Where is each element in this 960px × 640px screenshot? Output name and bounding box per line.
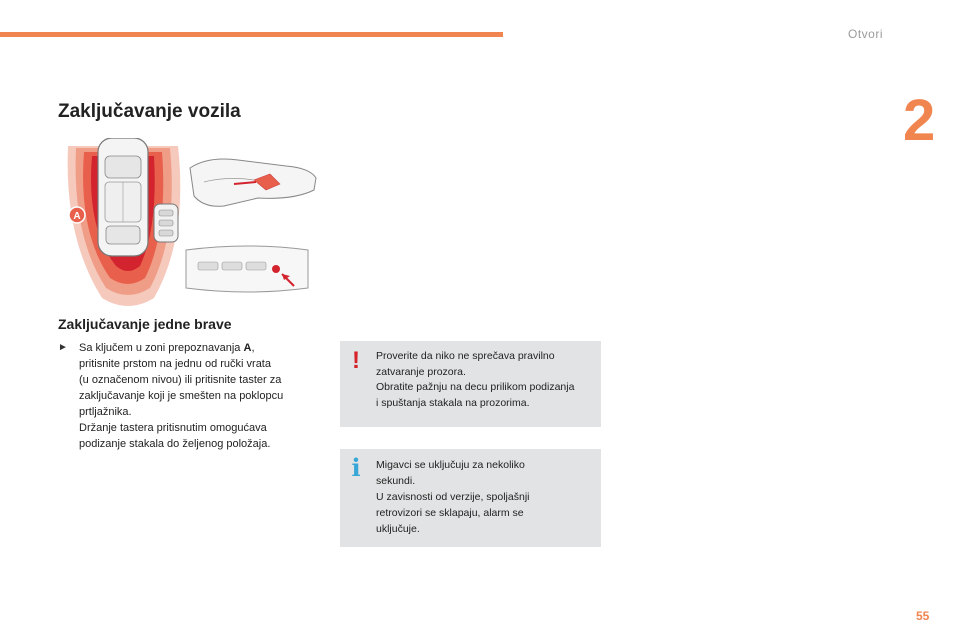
trunk-lid-button [186, 246, 308, 292]
info-note [340, 449, 601, 547]
hand-door-handle [190, 159, 316, 206]
step-zone-ref: A [243, 342, 252, 354]
step-line-3: (u označenom nivou) ili pritisnite taster za [79, 374, 282, 386]
callout-label: A [73, 211, 81, 222]
header-accent-bar [0, 32, 503, 37]
info-line-2: sekundi. [376, 475, 416, 487]
info-line-5: uključuje. [376, 523, 420, 535]
warning-exclamation-icon: ! [352, 347, 360, 374]
section-name: Otvori [848, 27, 884, 41]
step-line-4: zaključavanje koji je smešten na poklopcu [79, 390, 284, 402]
step-line-7: podizanje stakala do željenog položaja. [79, 438, 271, 450]
warning-line-1: Proverite da niko ne sprečava pravilno [376, 350, 555, 362]
step-line-6: Držanje tastera pritisnutim omogućava [79, 422, 267, 434]
step-line-5: prtljažnika. [79, 406, 132, 418]
car-top-view [98, 138, 148, 256]
step-punct: , [251, 342, 255, 354]
step-arrow-icon: ► [58, 342, 68, 353]
warning-line-4: i spuštanja stakala na prozorima. [376, 396, 530, 409]
step-text: Sa ključem u zoni prepoznavanja [79, 342, 241, 354]
warning-note [340, 341, 601, 427]
key-fob [154, 204, 178, 242]
info-line-1: Migavci se uključuju za nekoliko [376, 459, 525, 471]
chapter-number: 2 [903, 88, 936, 153]
instruction-step [58, 340, 318, 452]
zone-callout-a [69, 207, 85, 223]
keyless-zone-illustration [58, 138, 320, 310]
warning-line-2: zatvaranje prozora. [376, 365, 466, 378]
info-icon: i [351, 453, 361, 482]
page-number: 55 [916, 609, 930, 623]
subsection-title: Zaključavanje jedne brave [58, 316, 232, 332]
warning-line-3: Obratite pažnju na decu prilikom podizanja [376, 381, 575, 393]
step-line-1 [79, 340, 318, 356]
info-line-4: retrovizori se sklapaju, alarm se [376, 507, 524, 519]
info-line-3: U zavisnosti od verzije, spoljašnji [376, 491, 530, 503]
step-line-2: pritisnite prstom na jednu od ručki vrata [79, 358, 271, 370]
page-title: Zaključavanje vozila [58, 101, 241, 122]
